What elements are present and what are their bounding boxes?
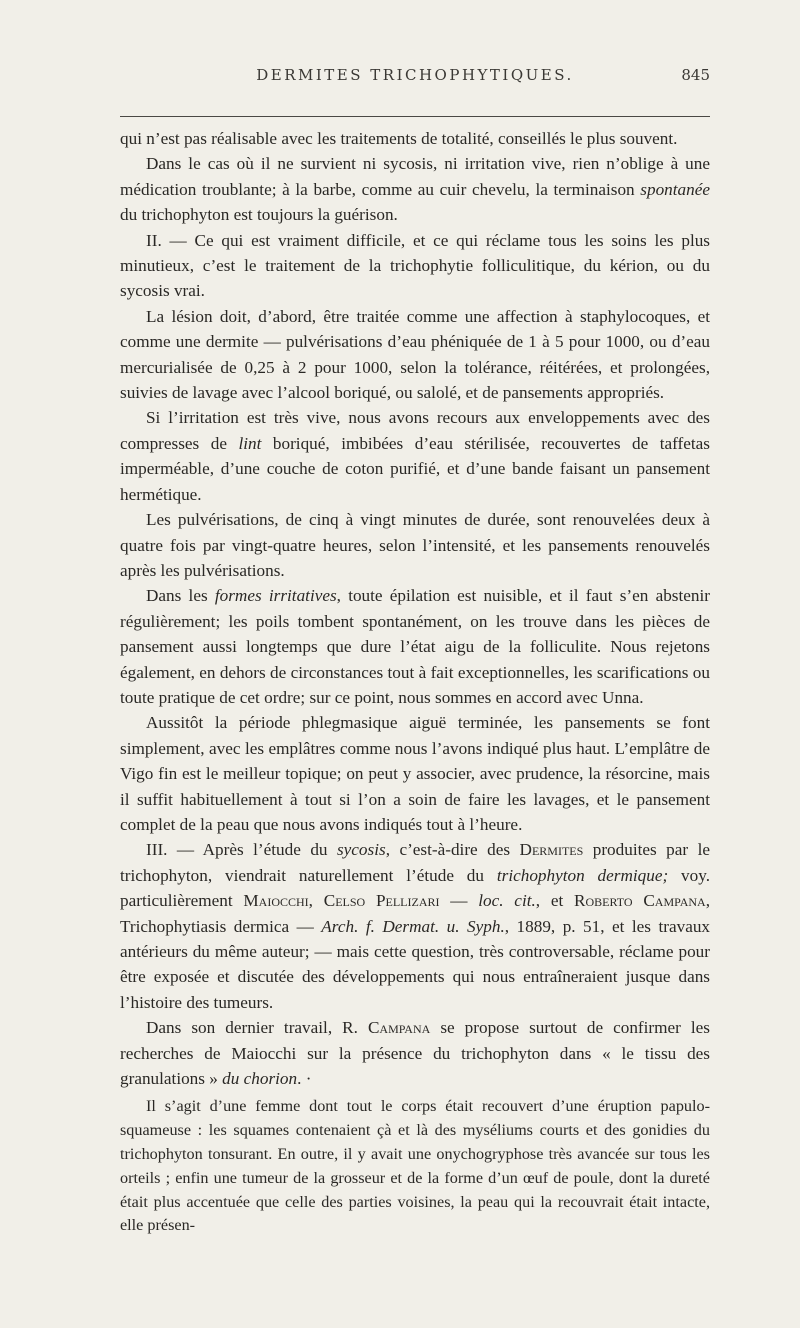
- journal-citation: Arch. f. Dermat. u. Syph.: [321, 916, 505, 936]
- citation: loc. cit.: [478, 891, 536, 911]
- paragraph-9: [120, 837, 710, 1015]
- text-run: , toute épilation est nuisible, et il faut s’en abstenir régulièrement; les poils tombent spontanément, on les trouve dans les pièces de pansement aussi longtemps que dure l’état aigu de la folliculite. Nous rejetons également, en dehors de circonstances tout à fait exceptionnelles, les scarifications ou toute pratique de cet ordre; sur ce point, nous sommes en accord avec Unna.: [120, 586, 710, 707]
- text-run: produites par le trichophyton, viendrait naturellement l’étude du: [120, 840, 710, 885]
- text-run: Si l’irritation est très vive, nous avons recours aux enveloppements avec des compresses de: [120, 408, 710, 453]
- text-run: —: [439, 891, 479, 911]
- text-run: Dans le cas où il ne survient ni sycosis, ni irritation vive, rien n’oblige à une médication troublante; à la barbe, comme au cuir chevelu, la terminaison: [120, 154, 710, 199]
- italic-term: sycosis: [336, 840, 386, 860]
- body-text: [120, 126, 710, 1238]
- author-name: Roberto Campana: [574, 891, 706, 911]
- text-run: voy. particulièrement: [120, 865, 710, 911]
- page-header: [120, 66, 710, 90]
- paragraph-7: [120, 583, 710, 710]
- paragraph-4: La lésion doit, d’abord, être traitée comme une affection à staphylocoques, et comme une dermite — pulvérisations d’eau phéniquée de 1 à 5 pour 1000, ou d’eau mercurialisée de 0,25 à 2 pour 1000, selon la tolérance, réitérées, et prolongées, suivies de lavage avec l’alcool boriqué, ou salolé, et de pansements appropriés.: [120, 306, 710, 403]
- paragraph-6: Les pulvérisations, de cinq à vingt minutes de durée, sont renouvelées deux à quatre fois par vingt-quatre heures, selon l’intensité, et les pansements renouvelés après les pulvérisations.: [120, 510, 710, 580]
- text-run: , et: [535, 891, 575, 911]
- italic-term: spontanée: [640, 179, 710, 199]
- running-title: DERMITES TRICHOPHYTIQUES.: [256, 66, 574, 84]
- text-run: Dans son dernier travail, R.: [146, 1018, 368, 1038]
- paragraph-5: [120, 405, 710, 507]
- italic-term: du chorion: [222, 1069, 298, 1089]
- small-caps-term: Dermites: [519, 840, 584, 860]
- text-run: du trichophyton est toujours la guérison.: [120, 205, 398, 225]
- paragraph-10: [120, 1015, 710, 1091]
- paragraph-8: Aussitôt la période phlegmasique aiguë terminée, les pansements se font simplement, avec les emplâtres comme nous l’avons indiqué plus haut. L’emplâtre de Vigo fin est le meilleur topique; on peut y associer, avec prudence, la résorcine, mais il suffit habituellement à tout si l’on a soin de faire les lavages, et le pansement complet de la peau que nous avons indiqués tout à l’heure.: [120, 713, 710, 834]
- text-run: , Trichophytiasis dermica —: [120, 891, 711, 936]
- text-run: se propose surtout de confirmer les recherches de Maiocchi sur la présence du trichophyton dans « le tissu des granulations »: [120, 1018, 710, 1089]
- author-names: Maiocchi, Celso Pellizari: [243, 891, 440, 911]
- text-run: . ·: [297, 1069, 312, 1089]
- paragraph-3: II. — Ce qui est vraiment difficile, et ce qui réclame tous les soins les plus minutieux, c’est le traitement de la trichophytie folliculitique, du kérion, ou du sycosis vrai.: [120, 230, 710, 301]
- author-name: Campana: [367, 1018, 431, 1038]
- paragraph-1: qui n’est pas réalisable avec les traitements de totalité, conseillés le plus souvent.: [120, 129, 678, 148]
- text-run: boriqué, imbibées d’eau stérilisée, recouvertes de taffetas imperméable, d’une couche de coton purifié, et d’une bande faisant un pansement hermétique.: [120, 433, 710, 504]
- header-rule: [120, 116, 710, 117]
- paragraph-11-case-report: Il s’agit d’une femme dont tout le corps était recouvert d’une éruption papulo-squameuse : les squames contenaient çà et là des myséliums courts et des gonidies du trichophyton tonsurant. En outre, il y avait une onychogryphose très avancée sur tous les orteils ; enfin une tumeur de la grosseur et de la forme d’un œuf de poule, dont la dureté était plus accentuée que celle des parties voisines, la peau qui la recouvrait était intacte, elle présen-: [120, 1097, 710, 1235]
- text-run: , 1889, p. 51, et les travaux antérieurs du même auteur; — mais cette question, très controversable, réclame pour être exposée et discutée des développements qui nous entraîneraient jusque dans l’histoire des tumeurs.: [120, 916, 711, 1012]
- italic-term: trichophyton dermique;: [496, 865, 669, 885]
- text-run: III. — Après l’étude du: [146, 840, 337, 860]
- italic-term: formes irritatives: [214, 586, 337, 606]
- text-run: , c’est-à-dire des: [385, 840, 520, 860]
- text-run: Dans les: [146, 586, 215, 606]
- paragraph-2: [120, 151, 710, 227]
- page-number: 845: [681, 66, 710, 84]
- italic-term: lint: [238, 433, 262, 453]
